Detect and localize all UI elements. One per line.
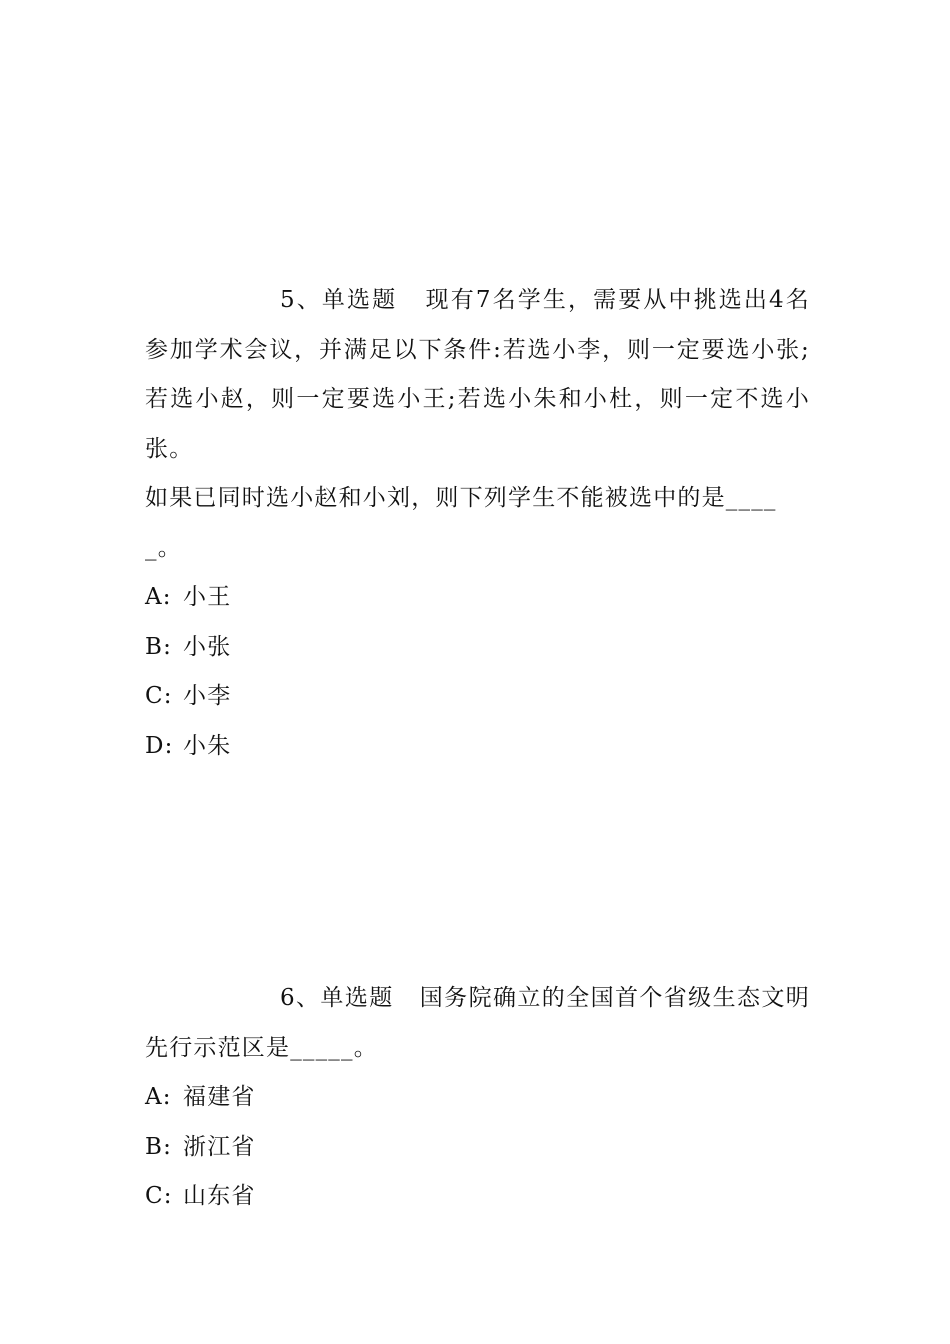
option-letter: A: [145, 1084, 172, 1110]
question-text: 国务院确立的全国首个省级生态文明先行示范区是_____。 [145, 985, 810, 1061]
option-d[interactable] [145, 722, 810, 772]
option-text: 小李 [183, 683, 232, 709]
question-number: 6、单选题 [280, 985, 394, 1011]
question-stem [145, 974, 810, 1073]
question-number: 5、单选题 [280, 287, 398, 313]
option-letter: C: [145, 683, 173, 709]
question-prompt: 如果已同时选小赵和小刘，则下列学生不能被选中的是_____。 [145, 485, 777, 561]
option-letter: A: [145, 584, 172, 610]
option-text: 小张 [183, 633, 232, 660]
option-text: 福建省 [183, 1084, 256, 1110]
option-text: 浙江省 [183, 1133, 256, 1160]
option-letter: B: [145, 633, 173, 660]
option-letter: C: [145, 1183, 173, 1209]
option-list [145, 573, 810, 771]
option-text: 小王 [183, 584, 232, 610]
option-list [145, 1073, 810, 1222]
option-letter: B: [145, 1133, 173, 1160]
option-text: 小朱 [183, 732, 232, 759]
question-6 [145, 974, 810, 1222]
question-text: 现有7名学生，需要从中挑选出4名参加学术会议，并满足以下条件:若选小李，则一定要选小张;若选小赵，则一定要选小王;若选小朱和小杜，则一定不选小张。 [145, 287, 810, 462]
option-b[interactable] [145, 1123, 810, 1173]
option-c[interactable] [145, 1172, 810, 1222]
question-5 [145, 276, 810, 771]
option-a[interactable] [145, 573, 810, 623]
option-b[interactable] [145, 623, 810, 673]
option-letter: D: [145, 732, 174, 759]
option-a[interactable] [145, 1073, 810, 1123]
question-stem [145, 276, 810, 474]
option-text: 山东省 [183, 1183, 256, 1209]
option-c[interactable] [145, 672, 810, 722]
